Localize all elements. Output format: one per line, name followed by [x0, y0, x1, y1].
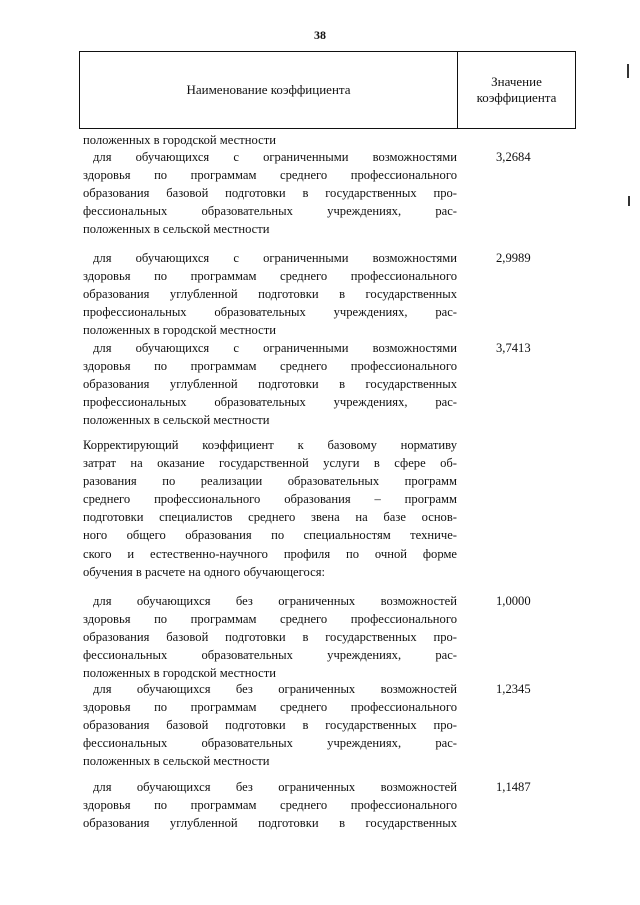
table-row [83, 592, 457, 682]
row-text-line: здоровья по программам среднего профессионального [83, 798, 457, 813]
header-value-line1: Значение [491, 74, 542, 89]
row-text-line: ского и естественно-научного профиля по очной форме [83, 546, 457, 561]
row-text-line: здоровья по программам среднего профессионального [83, 700, 457, 715]
row-text-line: профессиональных образовательных учреждениях, рас- [83, 305, 457, 320]
row-value: 1,1487 [496, 780, 531, 794]
row-text-line: обучения в расчете на одного обучающегося: [83, 564, 325, 579]
row-value: 1,2345 [496, 682, 531, 696]
row-text-line: здоровья по программам среднего профессионального [83, 168, 457, 183]
header-value-line2: коэффициента [476, 90, 557, 105]
row-text-line: положенных в городской местности [83, 133, 276, 147]
row-value: 3,7413 [496, 341, 531, 355]
page-number: 38 [314, 28, 326, 42]
row-text-line: профессиональных образовательных учреждениях, рас- [83, 395, 457, 410]
row-text-line: для обучающихся без ограниченных возможностей [93, 780, 457, 794]
row-text-line: подготовки специалистов среднего звена на базе основ- [83, 510, 457, 525]
row-text-line: образования углубленной подготовки в государственных [83, 816, 457, 831]
table-row [83, 339, 457, 429]
row-value: 1,0000 [496, 594, 531, 608]
table-row [83, 778, 457, 832]
row-text-line: для обучающихся с ограниченными возможностями [93, 251, 457, 265]
row-text-line: здоровья по программам среднего профессионального [83, 359, 457, 374]
row-text-line: образования базовой подготовки в государственных про- [83, 186, 457, 201]
table-row [83, 680, 457, 770]
row-text-line: фессиональных образовательных учреждениях, рас- [83, 736, 457, 751]
row-text-line: среднего профессионального образования – программ [83, 492, 457, 507]
row-value: 2,9989 [496, 251, 531, 265]
row-text-line: здоровья по программам среднего профессионального [83, 269, 457, 284]
row-text-line: положенных в сельской местности [83, 754, 270, 769]
table-row [83, 148, 457, 238]
header-value-column [458, 74, 575, 106]
row-text-line: положенных в сельской местности [83, 222, 270, 237]
row-text-line: образования углубленной подготовки в государственных [83, 377, 457, 392]
row-text-line: образования углубленной подготовки в государственных [83, 287, 457, 302]
table-row [83, 249, 457, 339]
scan-edge-mark [628, 196, 630, 206]
row-text-line: для обучающихся с ограниченными возможностями [93, 150, 457, 164]
row-value: 3,2684 [496, 150, 531, 164]
row-text-line: разования по реализации образовательных программ [83, 474, 457, 489]
scan-edge-mark [627, 64, 629, 78]
row-text-line: ного общего образования по специальностям техниче- [83, 528, 457, 543]
row-text-line: здоровья по программам среднего профессионального [83, 612, 457, 627]
row-text-line: образования базовой подготовки в государственных про- [83, 630, 457, 645]
row-text-line: положенных в сельской местности [83, 413, 270, 428]
row-text-line: Корректирующий коэффициент к базовому нормативу [83, 438, 457, 452]
row-text-line: положенных в городской местности [83, 666, 276, 681]
row-text-line: затрат на оказание государственной услуги в сфере об- [83, 456, 457, 471]
row-text-line: фессиональных образовательных учреждениях, рас- [83, 204, 457, 219]
row-text-line: для обучающихся без ограниченных возможностей [93, 594, 457, 608]
row-text-line: для обучающихся без ограниченных возможностей [93, 682, 457, 696]
section-heading-paragraph [83, 436, 457, 581]
row-text-line: фессиональных образовательных учреждениях, рас- [83, 648, 457, 663]
row-text-line: для обучающихся с ограниченными возможностями [93, 341, 457, 355]
row-text-line: положенных в городской местности [83, 323, 276, 338]
row-text-line: образования базовой подготовки в государственных про- [83, 718, 457, 733]
table-row [83, 131, 457, 149]
header-name-column: Наименование коэффициента [186, 82, 351, 97]
